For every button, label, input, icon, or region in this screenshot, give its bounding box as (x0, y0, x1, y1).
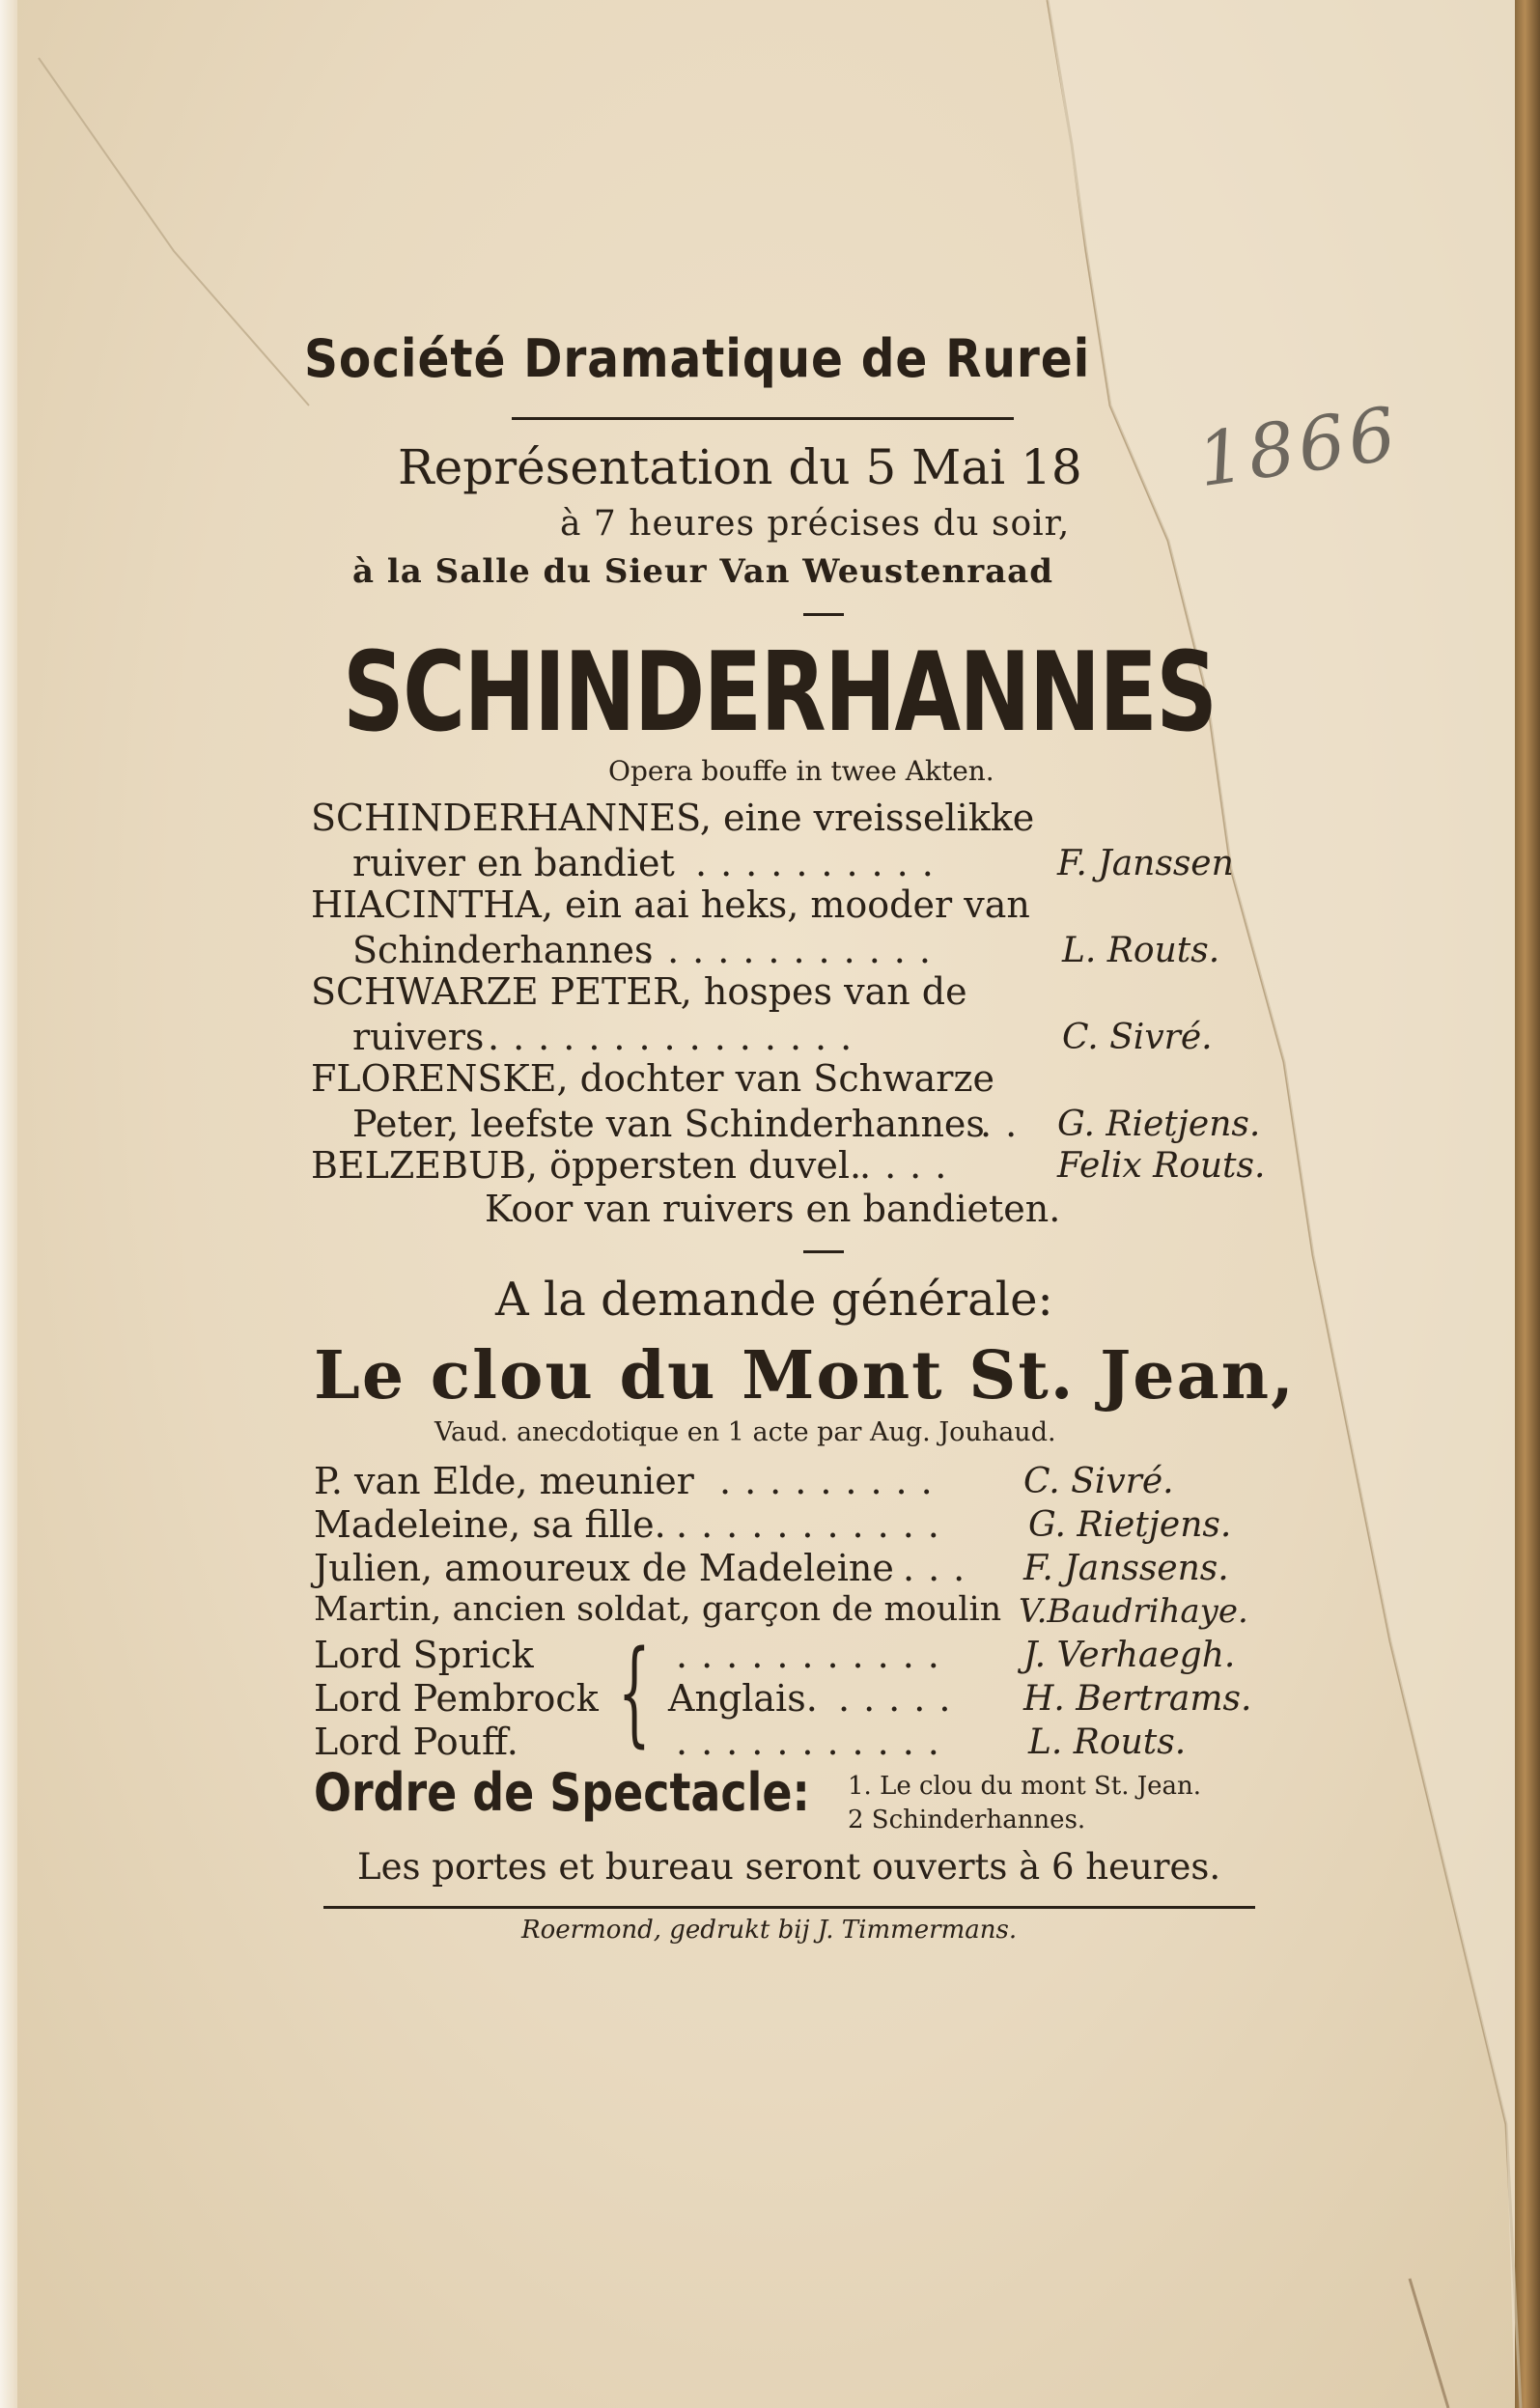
leader-dots: .... (859, 1144, 961, 1187)
leader-dots: ... (903, 1547, 979, 1589)
play2-intro: A la demande générale: (495, 1273, 1053, 1327)
play2-actor: C. Sivré. (1023, 1462, 1174, 1501)
anglais-label: Anglais. (668, 1677, 818, 1720)
play2-title: Le clou du Mont St. Jean, (314, 1337, 1296, 1414)
play1-role-line: ruivers (352, 1016, 485, 1058)
order-label: Ordre de Spectacle: (314, 1762, 810, 1823)
performance-time: à 7 heures précises du soir, (560, 504, 1071, 544)
play1-role-line: Peter, leefste van Schinderhannes (352, 1103, 985, 1145)
leader-dots: ..... (838, 1677, 965, 1720)
leader-dots: ......... (719, 1460, 946, 1502)
play1-actor: C. Sivré. (1062, 1018, 1213, 1057)
leader-dots: ........... (676, 1634, 953, 1676)
play2-actor: L. Routs. (1028, 1722, 1187, 1762)
short-divider (803, 1250, 844, 1253)
play1-role-line: Schinderhannes (352, 929, 654, 971)
play1-role-line: BELZEBUB, öppersten duvel. (311, 1144, 862, 1187)
short-divider (803, 613, 844, 616)
play1-chorus: Koor van ruivers en bandieten. (485, 1188, 1061, 1230)
play2-role: P. van Elde, meunier (314, 1460, 694, 1502)
leader-dots: ............... (488, 1016, 866, 1058)
leader-dots: ............ (642, 929, 944, 971)
play1-role-line: SCHWARZE PETER, hospes van de (311, 970, 967, 1013)
play2-actor: G. Rietjens. (1028, 1505, 1232, 1545)
leader-dots: .. (980, 1103, 1031, 1145)
venue: à la Salle du Sieur Van Weustenraad (352, 552, 1053, 591)
play1-actor: L. Routs. (1062, 931, 1220, 970)
representation-date: Représentation du 5 Mai 18 (398, 439, 1082, 495)
play2-role: Martin, ancien soldat, garçon de moulin (314, 1590, 1002, 1629)
play2-actor: H. Bertrams. (1023, 1679, 1252, 1719)
play1-subtitle: Opera bouffe in twee Akten. (608, 755, 994, 787)
play2-role: Lord Pouff. (314, 1721, 518, 1763)
play1-role-line: SCHINDERHANNES, eine vreisselikke (311, 797, 1035, 839)
play2-role: Lord Pembrock (314, 1677, 599, 1720)
play1-role-line: FLORENSKE, dochter van Schwarze (311, 1057, 994, 1100)
play1-actor: G. Rietjens. (1057, 1105, 1261, 1144)
handwritten-year: 1866 (1191, 389, 1405, 504)
leader-dots: .......... (695, 842, 947, 884)
leader-dots: ........... (676, 1503, 953, 1546)
play1-role-line: ruiver en bandiet (352, 842, 675, 884)
play2-actor: F. Janssens. (1023, 1549, 1229, 1588)
play2-actor: J. Verhaegh. (1023, 1636, 1236, 1675)
play1-actor: F. Janssen (1057, 844, 1234, 883)
play2-subtitle: Vaud. anecdotique en 1 acte par Aug. Jouhaud. (434, 1417, 1056, 1447)
ornament-divider (512, 417, 1014, 420)
play1-role-line: HIACINTHA, ein aai heks, mooder van (311, 883, 1030, 926)
order-item-1: 1. Le clou du mont St. Jean. (848, 1772, 1202, 1801)
brace-symbol: { (618, 1625, 651, 1758)
play2-actor: V.Baudrihaye. (1019, 1592, 1248, 1631)
doors-notice: Les portes et bureau seront ouverts à 6 heures. (357, 1846, 1221, 1888)
printer-line: Roermond, gedrukt bij J. Timmermans. (521, 1916, 1018, 1945)
play1-actor: Felix Routs. (1057, 1146, 1266, 1186)
play2-role: Julien, amoureux de Madeleine (314, 1547, 894, 1589)
play1-title: SCHINDERHANNES (343, 629, 1217, 757)
order-item-2: 2 Schinderhannes. (848, 1806, 1086, 1834)
leader-dots: ........... (676, 1721, 953, 1763)
play2-role: Lord Sprick (314, 1634, 534, 1676)
play2-role: Madeleine, sa fille. (314, 1503, 666, 1546)
footer-rule (323, 1906, 1255, 1909)
society-name: Société Dramatique de Rurei (304, 328, 1091, 389)
